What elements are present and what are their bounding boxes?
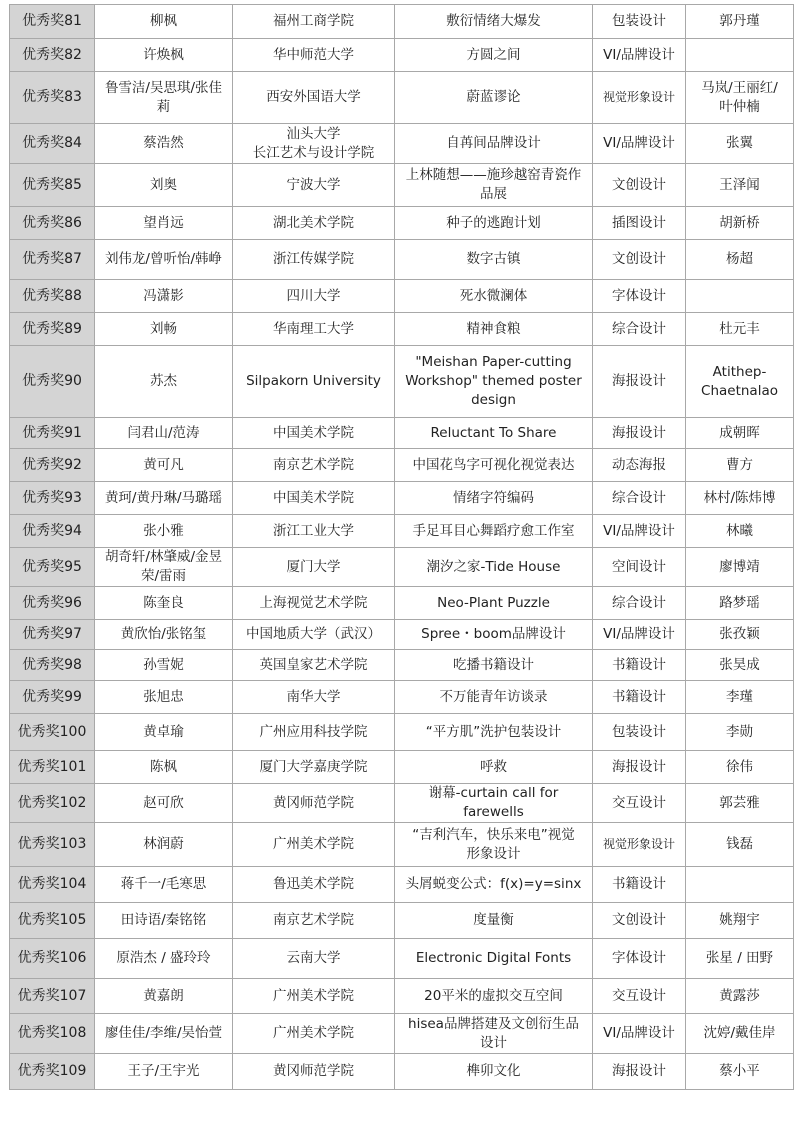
- table-row: [10, 867, 794, 903]
- title-cell: 潮汐之家-Tide House: [395, 548, 593, 587]
- table-row: [10, 650, 794, 681]
- title-cell: Neo-Plant Puzzle: [395, 587, 593, 620]
- table-row: [10, 784, 794, 823]
- school-cell: 厦门大学嘉庚学院: [233, 751, 395, 784]
- author-cell: 田诗语/秦铭铭: [95, 903, 233, 939]
- category-cell: 文创设计: [593, 903, 686, 939]
- title-cell: 吃播书籍设计: [395, 650, 593, 681]
- title-cell: 数字古镇: [395, 240, 593, 280]
- award-cell: 优秀奖101: [10, 751, 95, 784]
- advisor-cell: 钱磊: [686, 823, 794, 867]
- author-cell: 闫君山/范涛: [95, 418, 233, 449]
- author-cell: 望肖远: [95, 207, 233, 240]
- school-cell: 汕头大学 长江艺术与设计学院: [233, 124, 395, 164]
- advisor-cell: 郭芸雅: [686, 784, 794, 823]
- title-cell: 20平米的虚拟交互空间: [395, 979, 593, 1014]
- table-row: [10, 482, 794, 515]
- advisor-cell: 路梦瑶: [686, 587, 794, 620]
- category-cell: 海报设计: [593, 751, 686, 784]
- title-cell: hisea品牌搭建及文创衍生品 设计: [395, 1014, 593, 1054]
- table-row: [10, 823, 794, 867]
- category-cell: 视觉形象设计: [593, 823, 686, 867]
- category-cell: 书籍设计: [593, 650, 686, 681]
- advisor-cell: 李勋: [686, 714, 794, 751]
- advisor-cell: 胡新桥: [686, 207, 794, 240]
- advisor-cell: 蔡小平: [686, 1054, 794, 1090]
- school-cell: 广州应用科技学院: [233, 714, 395, 751]
- advisor-cell: 徐伟: [686, 751, 794, 784]
- author-cell: 张小雅: [95, 515, 233, 548]
- school-cell: 四川大学: [233, 280, 395, 313]
- category-cell: VI/品牌设计: [593, 620, 686, 650]
- school-cell: 广州美术学院: [233, 979, 395, 1014]
- author-cell: 鲁雪洁/吴思琪/张佳 莉: [95, 72, 233, 124]
- award-cell: 优秀奖83: [10, 72, 95, 124]
- category-cell: 海报设计: [593, 346, 686, 418]
- advisor-cell: Atithep- Chaetnalao: [686, 346, 794, 418]
- advisor-cell: 杨超: [686, 240, 794, 280]
- table-row: [10, 548, 794, 587]
- advisor-cell: 张翼: [686, 124, 794, 164]
- award-cell: 优秀奖96: [10, 587, 95, 620]
- author-cell: 蔡浩然: [95, 124, 233, 164]
- award-cell: 优秀奖97: [10, 620, 95, 650]
- category-cell: 海报设计: [593, 418, 686, 449]
- school-cell: 上海视觉艺术学院: [233, 587, 395, 620]
- award-cell: 优秀奖100: [10, 714, 95, 751]
- table-row: [10, 1014, 794, 1054]
- title-cell: 头屑蜕变公式：f(x)=y=sinx: [395, 867, 593, 903]
- award-cell: 优秀奖89: [10, 313, 95, 346]
- title-cell: 中国花鸟字可视化视觉表达: [395, 449, 593, 482]
- title-cell: Spree・boom品牌设计: [395, 620, 593, 650]
- category-cell: VI/品牌设计: [593, 39, 686, 72]
- category-cell: 书籍设计: [593, 681, 686, 714]
- table-row: [10, 1054, 794, 1090]
- school-cell: 中国美术学院: [233, 482, 395, 515]
- school-cell: 黄冈师范学院: [233, 784, 395, 823]
- award-cell: 优秀奖94: [10, 515, 95, 548]
- author-cell: 原浩杰 / 盛玲玲: [95, 939, 233, 979]
- table-row: [10, 207, 794, 240]
- award-cell: 优秀奖108: [10, 1014, 95, 1054]
- school-cell: 鲁迅美术学院: [233, 867, 395, 903]
- award-cell: 优秀奖95: [10, 548, 95, 587]
- category-cell: VI/品牌设计: [593, 1014, 686, 1054]
- advisor-cell: 廖博靖: [686, 548, 794, 587]
- category-cell: 字体设计: [593, 939, 686, 979]
- title-cell: 榫卯文化: [395, 1054, 593, 1090]
- table-row: [10, 449, 794, 482]
- award-cell: 优秀奖82: [10, 39, 95, 72]
- award-cell: 优秀奖88: [10, 280, 95, 313]
- category-cell: 视觉形象设计: [593, 72, 686, 124]
- award-cell: 优秀奖104: [10, 867, 95, 903]
- title-cell: 方圆之间: [395, 39, 593, 72]
- category-cell: VI/品牌设计: [593, 124, 686, 164]
- school-cell: 华南理工大学: [233, 313, 395, 346]
- school-cell: 南京艺术学院: [233, 449, 395, 482]
- author-cell: 黄珂/黄丹琳/马璐瑶: [95, 482, 233, 515]
- title-cell: 谢幕-curtain call for farewells: [395, 784, 593, 823]
- award-cell: 优秀奖99: [10, 681, 95, 714]
- table-row: [10, 418, 794, 449]
- advisor-cell: 张星 / 田野: [686, 939, 794, 979]
- school-cell: 华中师范大学: [233, 39, 395, 72]
- author-cell: 张旭忠: [95, 681, 233, 714]
- school-cell: 西安外国语大学: [233, 72, 395, 124]
- category-cell: 插图设计: [593, 207, 686, 240]
- author-cell: 冯潇影: [95, 280, 233, 313]
- advisor-cell: 王泽闻: [686, 164, 794, 207]
- advisor-cell: 张孜颖: [686, 620, 794, 650]
- title-cell: 手足耳目心舞蹈疗愈工作室: [395, 515, 593, 548]
- school-cell: 中国地质大学（武汉）: [233, 620, 395, 650]
- category-cell: 空间设计: [593, 548, 686, 587]
- author-cell: 蒋千一/毛寒思: [95, 867, 233, 903]
- category-cell: 海报设计: [593, 1054, 686, 1090]
- category-cell: 文创设计: [593, 240, 686, 280]
- advisor-cell: 黄露莎: [686, 979, 794, 1014]
- table-row: [10, 620, 794, 650]
- author-cell: 廖佳佳/李维/吴怡萱: [95, 1014, 233, 1054]
- school-cell: 云南大学: [233, 939, 395, 979]
- advisor-cell: [686, 867, 794, 903]
- advisor-cell: 张昊成: [686, 650, 794, 681]
- advisor-cell: 郭丹瑾: [686, 5, 794, 39]
- author-cell: 陈奎良: [95, 587, 233, 620]
- school-cell: 浙江传媒学院: [233, 240, 395, 280]
- category-cell: 文创设计: [593, 164, 686, 207]
- school-cell: 广州美术学院: [233, 823, 395, 867]
- title-cell: 死水微澜体: [395, 280, 593, 313]
- category-cell: 包装设计: [593, 5, 686, 39]
- school-cell: 广州美术学院: [233, 1014, 395, 1054]
- title-cell: "Meishan Paper-cutting Workshop" themed poster design: [395, 346, 593, 418]
- author-cell: 黄欣怡/张铭玺: [95, 620, 233, 650]
- school-cell: 宁波大学: [233, 164, 395, 207]
- award-cell: 优秀奖92: [10, 449, 95, 482]
- table-row: [10, 587, 794, 620]
- category-cell: 综合设计: [593, 313, 686, 346]
- category-cell: 包装设计: [593, 714, 686, 751]
- award-cell: 优秀奖93: [10, 482, 95, 515]
- table-row: [10, 5, 794, 39]
- title-cell: 呼救: [395, 751, 593, 784]
- title-cell: 精神食粮: [395, 313, 593, 346]
- award-cell: 优秀奖103: [10, 823, 95, 867]
- school-cell: 湖北美术学院: [233, 207, 395, 240]
- author-cell: 林润蔚: [95, 823, 233, 867]
- table-row: [10, 979, 794, 1014]
- title-cell: 度量衡: [395, 903, 593, 939]
- advisor-cell: 姚翔宇: [686, 903, 794, 939]
- advisor-cell: 曹方: [686, 449, 794, 482]
- title-cell: “吉利汽车，快乐来电”视觉 形象设计: [395, 823, 593, 867]
- award-cell: 优秀奖81: [10, 5, 95, 39]
- school-cell: Silpakorn University: [233, 346, 395, 418]
- author-cell: 黄卓瑜: [95, 714, 233, 751]
- table-row: [10, 124, 794, 164]
- school-cell: 厦门大学: [233, 548, 395, 587]
- author-cell: 赵可欣: [95, 784, 233, 823]
- category-cell: 交互设计: [593, 979, 686, 1014]
- table-row: [10, 515, 794, 548]
- title-cell: 上林随想——施珍越窑青瓷作 品展: [395, 164, 593, 207]
- award-cell: 优秀奖87: [10, 240, 95, 280]
- table-row: [10, 72, 794, 124]
- table-row: [10, 346, 794, 418]
- advisor-cell: 李瑾: [686, 681, 794, 714]
- table-row: [10, 280, 794, 313]
- award-cell: 优秀奖98: [10, 650, 95, 681]
- table-row: [10, 751, 794, 784]
- award-cell: 优秀奖85: [10, 164, 95, 207]
- author-cell: 陈枫: [95, 751, 233, 784]
- advisor-cell: 林曦: [686, 515, 794, 548]
- title-cell: 种子的逃跑计划: [395, 207, 593, 240]
- title-cell: 蔚蓝谬论: [395, 72, 593, 124]
- table-row: [10, 313, 794, 346]
- advisor-cell: 林村/陈炜博: [686, 482, 794, 515]
- author-cell: 黄可凡: [95, 449, 233, 482]
- title-cell: Electronic Digital Fonts: [395, 939, 593, 979]
- advisor-cell: [686, 39, 794, 72]
- school-cell: 南华大学: [233, 681, 395, 714]
- award-cell: 优秀奖86: [10, 207, 95, 240]
- title-cell: 自苒间品牌设计: [395, 124, 593, 164]
- table-row: [10, 903, 794, 939]
- title-cell: 不万能青年访谈录: [395, 681, 593, 714]
- advisor-cell: 马岚/王丽红/ 叶仲楠: [686, 72, 794, 124]
- award-cell: 优秀奖90: [10, 346, 95, 418]
- category-cell: 书籍设计: [593, 867, 686, 903]
- author-cell: 苏杰: [95, 346, 233, 418]
- school-cell: 福州工商学院: [233, 5, 395, 39]
- author-cell: 黄嘉朗: [95, 979, 233, 1014]
- awards-table-body: [10, 5, 794, 1090]
- school-cell: 浙江工业大学: [233, 515, 395, 548]
- category-cell: 综合设计: [593, 587, 686, 620]
- award-cell: 优秀奖91: [10, 418, 95, 449]
- title-cell: Reluctant To Share: [395, 418, 593, 449]
- category-cell: 交互设计: [593, 784, 686, 823]
- awards-table: [9, 4, 794, 1090]
- school-cell: 黄冈师范学院: [233, 1054, 395, 1090]
- advisor-cell: 杜元丰: [686, 313, 794, 346]
- author-cell: 刘畅: [95, 313, 233, 346]
- advisor-cell: 沈婷/戴佳岸: [686, 1014, 794, 1054]
- school-cell: 南京艺术学院: [233, 903, 395, 939]
- category-cell: 字体设计: [593, 280, 686, 313]
- author-cell: 王子/王宇光: [95, 1054, 233, 1090]
- table-row: [10, 714, 794, 751]
- author-cell: 刘伟龙/曾听怡/韩峥: [95, 240, 233, 280]
- table-row: [10, 240, 794, 280]
- table-row: [10, 681, 794, 714]
- title-cell: 情绪字符编码: [395, 482, 593, 515]
- table-row: [10, 164, 794, 207]
- category-cell: 综合设计: [593, 482, 686, 515]
- author-cell: 刘奥: [95, 164, 233, 207]
- award-cell: 优秀奖109: [10, 1054, 95, 1090]
- author-cell: 胡奇轩/林肇威/金昱 荣/雷雨: [95, 548, 233, 587]
- title-cell: “平方肌”洗护包装设计: [395, 714, 593, 751]
- category-cell: VI/品牌设计: [593, 515, 686, 548]
- award-cell: 优秀奖84: [10, 124, 95, 164]
- advisor-cell: 成朝晖: [686, 418, 794, 449]
- table-row: [10, 939, 794, 979]
- award-cell: 优秀奖102: [10, 784, 95, 823]
- author-cell: 柳枫: [95, 5, 233, 39]
- author-cell: 孙雪妮: [95, 650, 233, 681]
- school-cell: 中国美术学院: [233, 418, 395, 449]
- title-cell: 敷衍情绪大爆发: [395, 5, 593, 39]
- school-cell: 英国皇家艺术学院: [233, 650, 395, 681]
- advisor-cell: [686, 280, 794, 313]
- award-cell: 优秀奖105: [10, 903, 95, 939]
- table-row: [10, 39, 794, 72]
- category-cell: 动态海报: [593, 449, 686, 482]
- author-cell: 许焕枫: [95, 39, 233, 72]
- award-cell: 优秀奖106: [10, 939, 95, 979]
- award-cell: 优秀奖107: [10, 979, 95, 1014]
